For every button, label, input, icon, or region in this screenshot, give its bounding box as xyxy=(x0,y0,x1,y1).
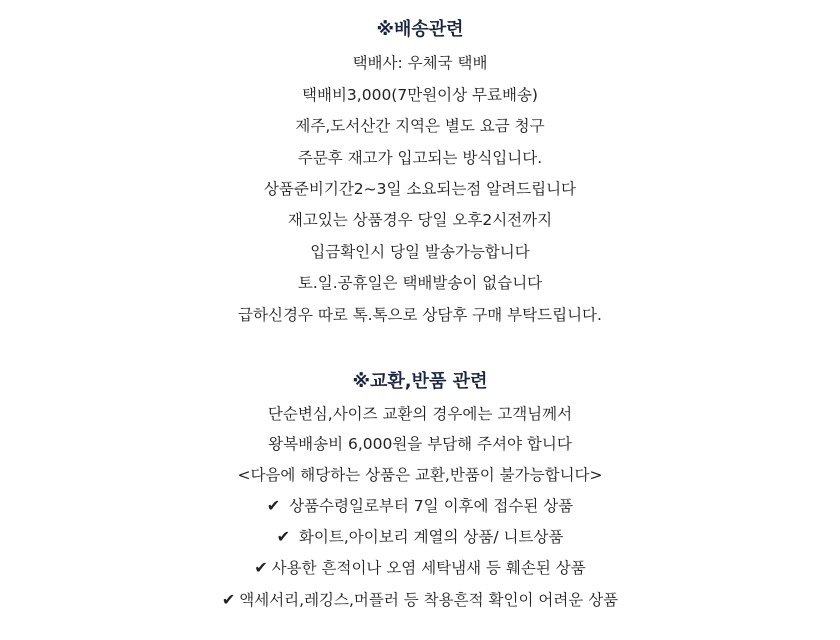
exchange-condition-text: 상품수령일로부터 7일 이후에 접수된 상품 xyxy=(284,497,574,515)
exchange-condition-text: 화이트,아이보리 계열의 상품/ 니트상품 xyxy=(293,528,564,546)
shipping-section-title: ※배송관련 xyxy=(376,19,464,40)
shipping-weekend-line: 토.일.공휴일은 택배발송이 없습니다 xyxy=(297,274,543,292)
exchange-section-title: ※교환,반품 관련 xyxy=(352,371,488,392)
shipping-payment-dispatch-line: 입금확인시 당일 발송가능합니다 xyxy=(310,243,530,261)
check-icon: ✔ xyxy=(221,590,236,609)
exchange-condition-item xyxy=(0,494,840,516)
exchange-not-allowed-heading: <다음에 해당하는 상품은 교환,반품이 불가능합니다> xyxy=(237,466,603,484)
check-icon: ✔ xyxy=(266,496,281,515)
check-icon: ✔ xyxy=(276,527,290,546)
shipping-urgent-contact-line: 급하신경우 따로 톡.톡으로 상담후 구매 부탁드립니다. xyxy=(238,306,602,324)
shipping-fee-line: 택배비3,000(7만원이상 무료배송) xyxy=(302,86,538,104)
shipping-courier-line: 택배사: 우체국 택배 xyxy=(352,54,488,72)
exchange-condition-text: 액세서리,레깅스,머플러 등 착용흔적 확인이 어려운 상품 xyxy=(239,591,619,609)
exchange-round-trip-fee-line: 왕복배송비 6,000원을 부담해 주셔야 합니다 xyxy=(268,435,572,453)
shipping-jeju-fee-line: 제주,도서산간 지역은 별도 요금 청구 xyxy=(295,117,545,135)
exchange-condition-item xyxy=(0,525,840,547)
shipping-same-day-cutoff-line: 재고있는 상품경우 당일 오후2시전까지 xyxy=(287,211,553,229)
exchange-condition-item xyxy=(0,588,840,610)
check-icon: ✔ xyxy=(254,558,268,577)
exchange-condition-text: 사용한 흔적이나 오염 세탁냄새 등 훼손된 상품 xyxy=(271,559,586,577)
exchange-condition-item xyxy=(0,556,840,578)
exchange-change-of-mind-line: 단순변심,사이즈 교환의 경우에는 고객님께서 xyxy=(267,405,573,423)
shipping-stock-method-line: 주문후 재고가 입고되는 방식입니다. xyxy=(297,149,543,167)
shipping-prep-period-line: 상품준비기간2~3일 소요되는점 알려드립니다 xyxy=(263,180,577,198)
